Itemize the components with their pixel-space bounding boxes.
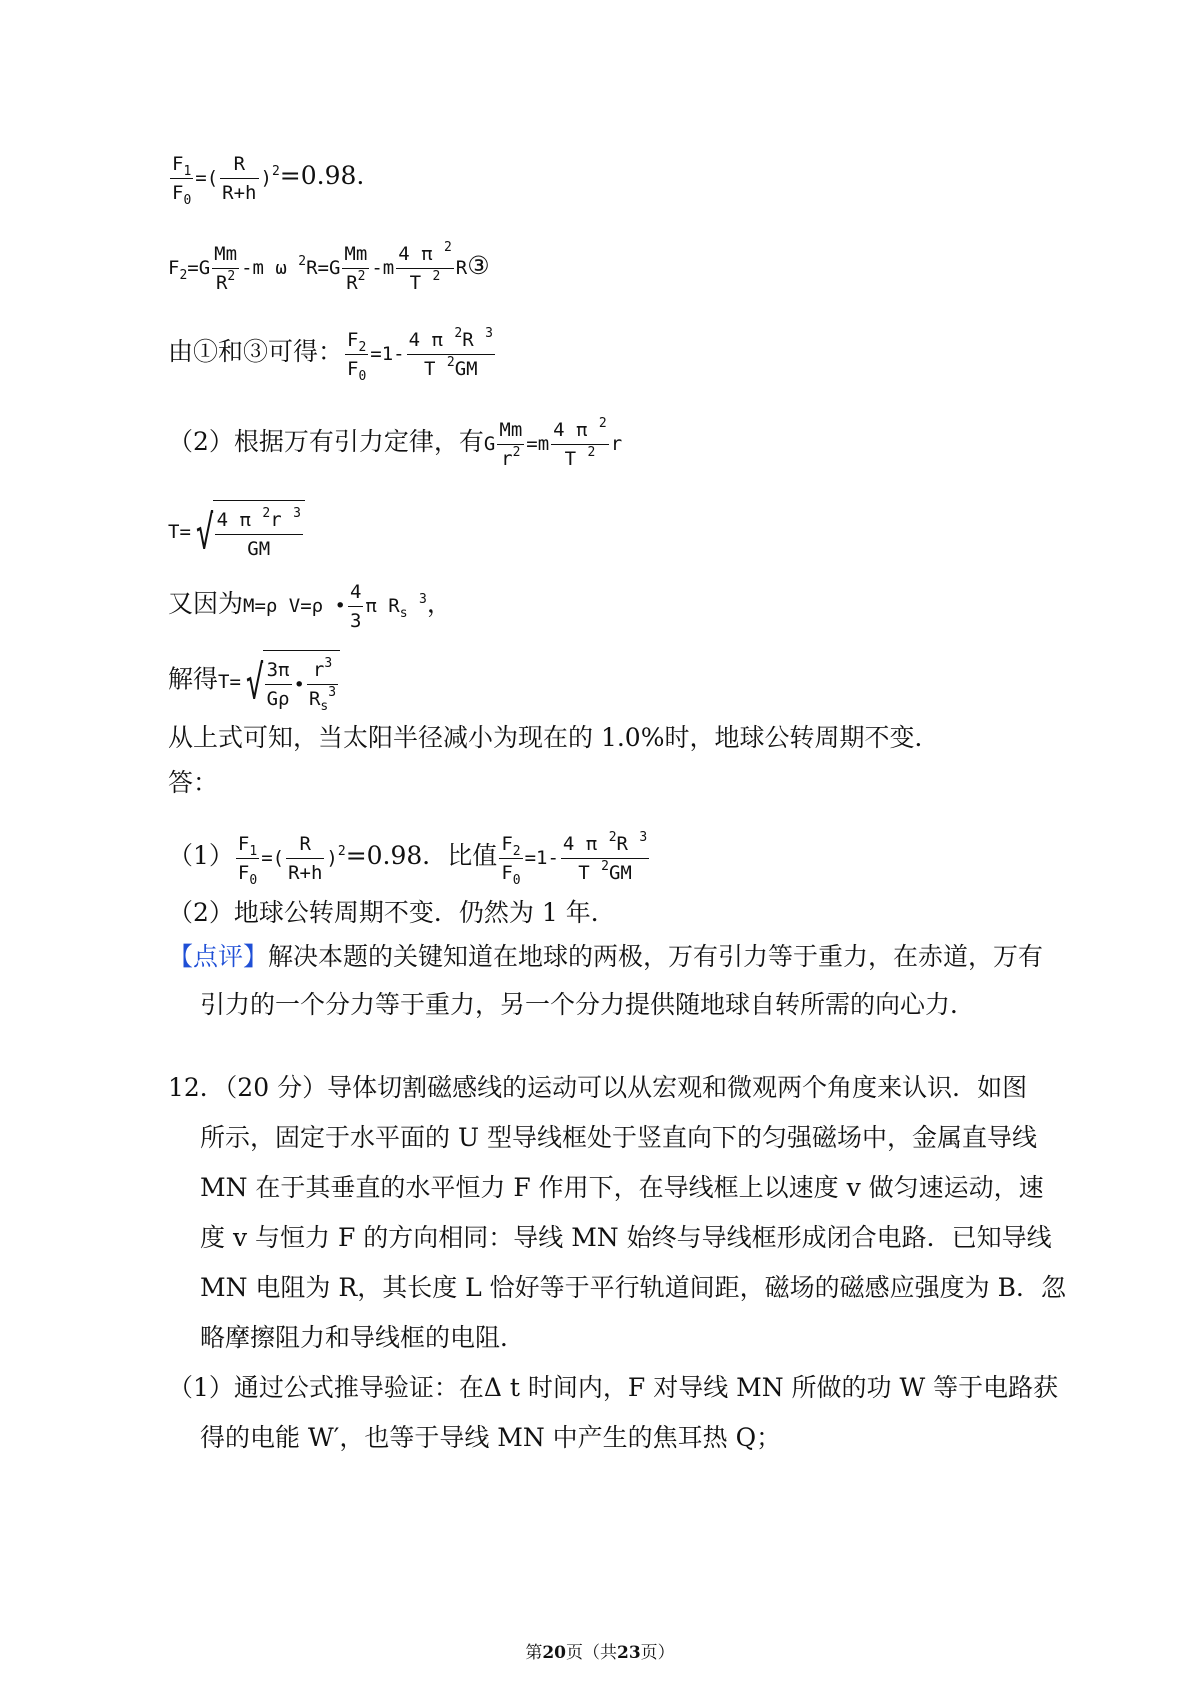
comment-line-1: 【点评】解决本题的关键知道在地球的两极，万有引力等于重力，在赤道，万有 [168,942,1044,971]
page-footer: 第20页（共23页） [525,1643,675,1663]
problem-12-line-6: 略摩擦阻力和导线框的电阻． [200,1323,526,1352]
answer-part-2: （2）地球公转周期不变．仍然为 1 年． [168,898,616,927]
equation-gravitation-law: （2）根据万有引力定律，有G $\frac{Mm}{r^2}$ =m $\frac{4 \pi ^2}{T ^2}$ r [168,416,623,470]
equation-period: T= √ $\frac{4 \pi ^2r ^3}{GM}$ [168,500,305,564]
equation-f2-ratio: 由①和③可得： $\frac{F_2}{F_0}$ =1- $\frac{4 \pi ^2R ^3}{T ^2GM}$ [168,326,493,384]
equation-f2: $F_2=G$ $\frac{Mm}{R^2}$ -m ω $^2$R=G $\frac{Mm}{R^2}$ -m $\frac{4 \pi ^2}{T ^2}$ R③ [168,240,490,294]
problem-12-sub1-line-2: 得的电能 W′，也等于导线 MN 中产生的焦耳热 Q； [200,1423,782,1452]
answer-label: 答： [168,768,219,797]
page-number: 20 [542,1643,566,1663]
conclusion-text: 从上式可知，当太阳半径减小为现在的 1.0%时，地球公转周期不变． [168,723,940,752]
equation-mass: 又因为M=ρ V=ρ • $\frac{4}{3}$ π $R_s$ $^3$， [168,578,452,635]
problem-12-line-2: 所示，固定于水平面的 U 型导线框处于竖直向下的匀强磁场中，金属直导线 [200,1123,1037,1152]
problem-12-sub1-line-1: （1）通过公式推导验证：在Δ t 时间内，F 对导线 MN 所做的功 W 等于电路获 [168,1373,1059,1402]
comment-line-2: 引力的一个分力等于重力，另一个分力提供随地球自转所需的向心力． [200,990,976,1019]
problem-12-line-1: 12．（20 分）导体切割磁感线的运动可以从宏观和微观两个角度来认识．如图 [168,1073,1028,1102]
equation-period-solved: 解得T= √ $\frac{3\pi}{G\rho}$ • $\frac{r^3}{R_s^3}$ [168,650,340,714]
page-total: 23 [617,1643,641,1663]
comment-tag: 【点评】 [168,942,269,971]
answer-part-1: （1） $\frac{F_1}{F_0}$ =( $\frac{R}{R+h}$ )$^2$=0.98．比值 $\frac{F_2}{F_0}$ =1- $\frac{4 \pi ^2R ^3}{T ^2GM}$ [168,830,648,888]
problem-12-line-5: MN 电阻为 R，其长度 L 恰好等于平行轨道间距，磁场的磁感应强度为 B．忽 [200,1273,1067,1302]
problem-12-line-3: MN 在于其垂直的水平恒力 F 作用下，在导线框上以速度 v 做匀速运动，速 [200,1173,1044,1202]
equation-f1-ratio: $\frac{F_1}{F_0}$ =( $\frac{R}{R+h}$ )$^2$=0.98. [168,150,364,207]
problem-12-line-4: 度 v 与恒力 F 的方向相同：导线 MN 始终与导线框形成闭合电路．已知导线 [200,1223,1052,1252]
